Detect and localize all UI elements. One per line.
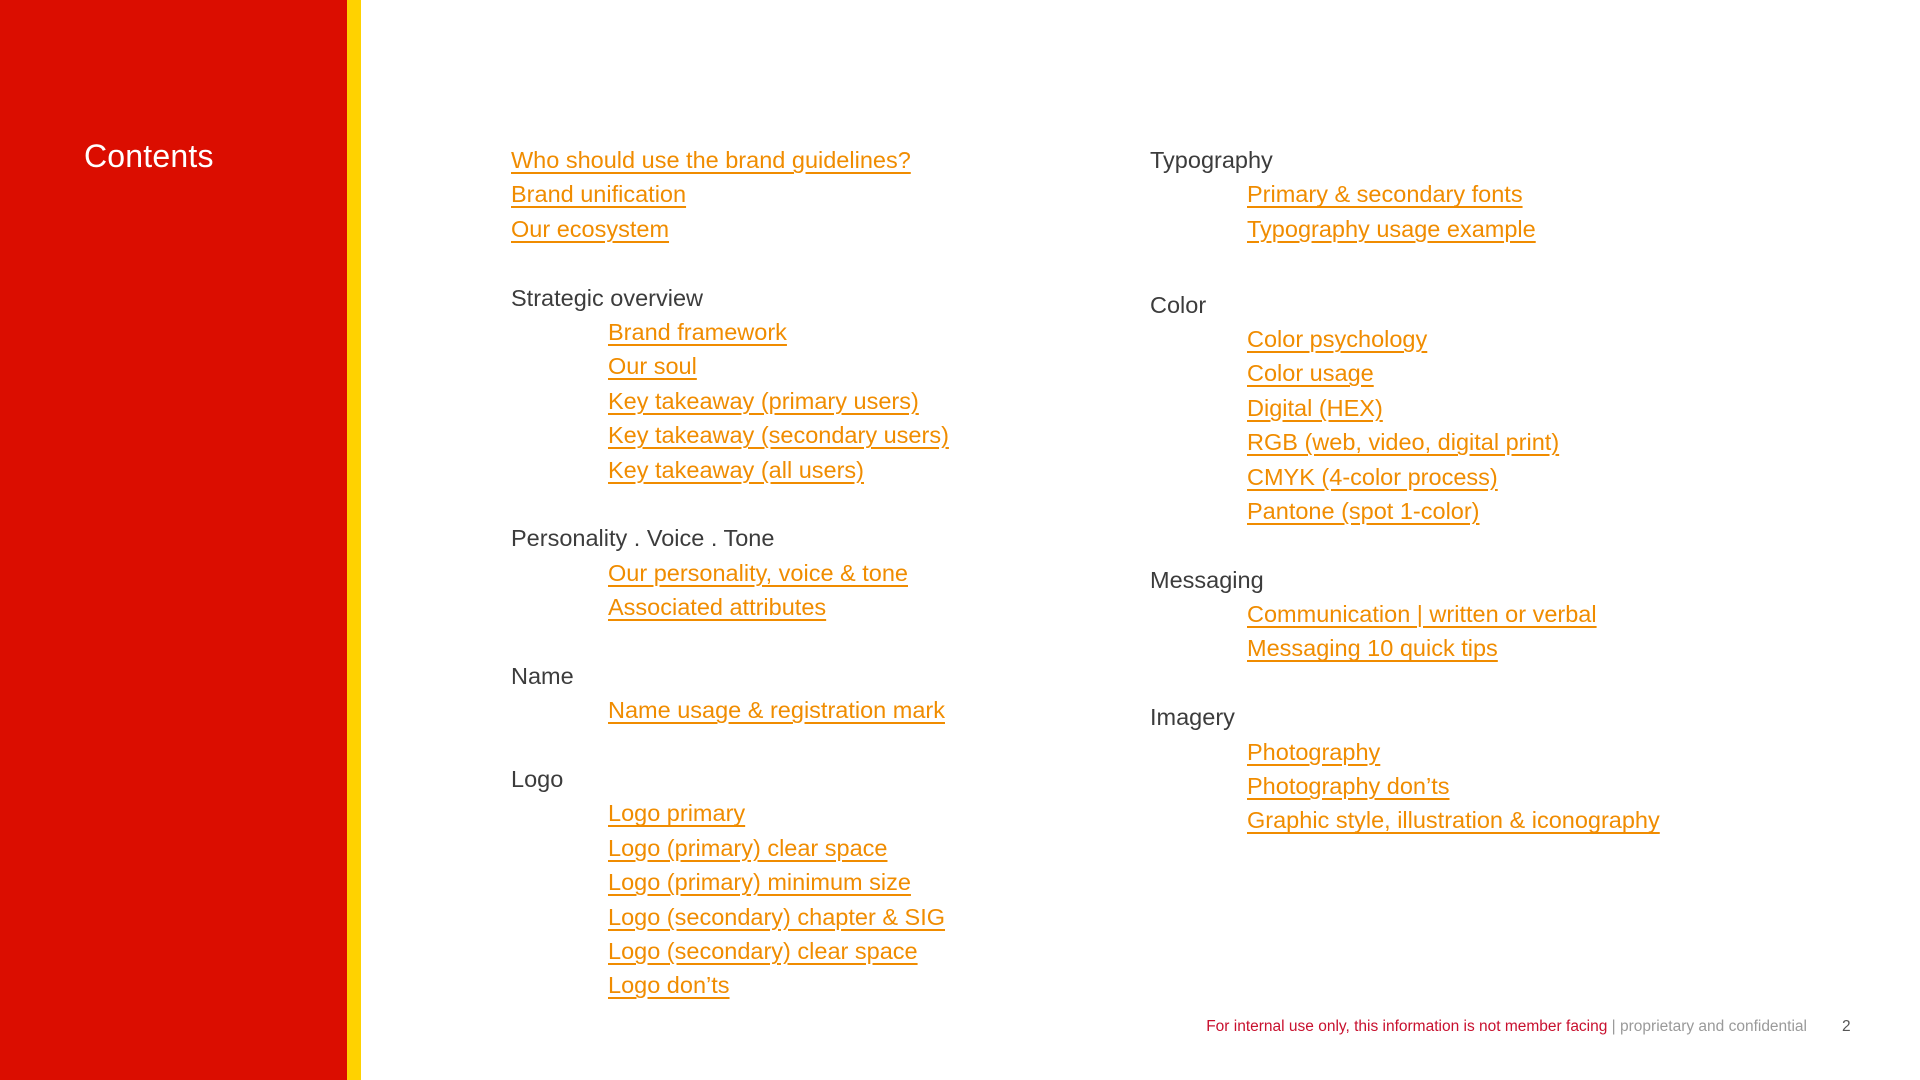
toc-link-brand-framework[interactable]: Brand framework: [608, 318, 787, 345]
toc-heading-typography: Typography: [1150, 147, 1273, 173]
toc-heading-imagery: Imagery: [1150, 704, 1235, 731]
spacer: [1150, 528, 1660, 562]
toc-link-digital-hex[interactable]: Digital (HEX): [1247, 394, 1383, 421]
toc-link-logo-primary[interactable]: Logo primary: [608, 800, 746, 827]
toc-link-personality-voice-tone[interactable]: Our personality, voice & tone: [608, 559, 908, 586]
toc-heading-strategic-overview: Strategic overview: [511, 284, 703, 311]
page-number: 2: [1842, 1018, 1851, 1035]
spacer: [1150, 666, 1660, 700]
toc-link-logo-donts[interactable]: Logo don’ts: [608, 972, 730, 999]
toc-heading-messaging: Messaging: [1150, 566, 1264, 593]
toc-link-who-should-use[interactable]: Who should use the brand guidelines?: [511, 147, 911, 173]
toc-link-rgb[interactable]: RGB (web, video, digital print): [1247, 429, 1560, 456]
toc-link-logo-primary-clear-space[interactable]: Logo (primary) clear space: [608, 834, 888, 861]
confidential-notice: proprietary and confidential: [1620, 1018, 1807, 1035]
toc-link-color-usage[interactable]: Color usage: [1247, 360, 1374, 387]
toc-heading-name: Name: [511, 662, 574, 689]
toc-link-photography[interactable]: Photography: [1247, 738, 1381, 765]
toc-link-pantone[interactable]: Pantone (spot 1-color): [1247, 497, 1480, 524]
toc-link-logo-primary-minimum-size[interactable]: Logo (primary) minimum size: [608, 869, 911, 896]
spacer: [511, 487, 949, 521]
spacer: [511, 624, 949, 658]
accent-stripe: [347, 0, 361, 1080]
toc-link-typography-usage[interactable]: Typography usage example: [1247, 215, 1536, 242]
toc-heading-logo: Logo: [511, 766, 564, 793]
toc-link-logo-secondary-clear-space[interactable]: Logo (secondary) clear space: [608, 937, 918, 964]
toc-link-brand-unification[interactable]: Brand unification: [511, 181, 687, 208]
toc-link-primary-secondary-fonts[interactable]: Primary & secondary fonts: [1247, 181, 1523, 208]
toc-link-photography-donts[interactable]: Photography don’ts: [1247, 773, 1450, 800]
internal-use-notice: For internal use only, this information is not member facing: [1206, 1018, 1608, 1035]
toc-link-communication[interactable]: Communication | written or verbal: [1247, 601, 1597, 628]
sidebar-panel: [0, 0, 347, 1080]
toc-link-associated-attributes[interactable]: Associated attributes: [608, 594, 827, 621]
footer-separator: |: [1607, 1018, 1621, 1035]
toc-heading-color: Color: [1150, 291, 1207, 318]
toc-link-key-takeaway-primary[interactable]: Key takeaway (primary users): [608, 387, 919, 414]
toc-link-our-ecosystem[interactable]: Our ecosystem: [511, 215, 670, 242]
footer-notice: [1206, 1017, 1807, 1037]
spacer: [511, 728, 949, 762]
toc-link-graphic-style[interactable]: Graphic style, illustration & iconography: [1247, 807, 1660, 834]
toc-link-our-soul[interactable]: Our soul: [608, 353, 697, 380]
toc-link-logo-secondary-chapter[interactable]: Logo (secondary) chapter & SIG: [608, 903, 946, 930]
toc-heading-personality: Personality . Voice . Tone: [511, 525, 775, 552]
toc-link-color-psychology[interactable]: Color psychology: [1247, 325, 1428, 352]
toc-link-messaging-tips[interactable]: Messaging 10 quick tips: [1247, 635, 1498, 662]
spacer: [511, 246, 949, 280]
spacer: [1150, 246, 1660, 280]
toc-link-key-takeaway-all[interactable]: Key takeaway (all users): [608, 456, 864, 483]
toc-column-right: [1150, 143, 1660, 838]
toc-link-key-takeaway-secondary[interactable]: Key takeaway (secondary users): [608, 422, 949, 449]
toc-link-cmyk[interactable]: CMYK (4-color process): [1247, 463, 1498, 490]
toc-column-left: [511, 143, 949, 1003]
page-title: Contents: [84, 138, 214, 174]
toc-link-name-usage[interactable]: Name usage & registration mark: [608, 697, 945, 724]
